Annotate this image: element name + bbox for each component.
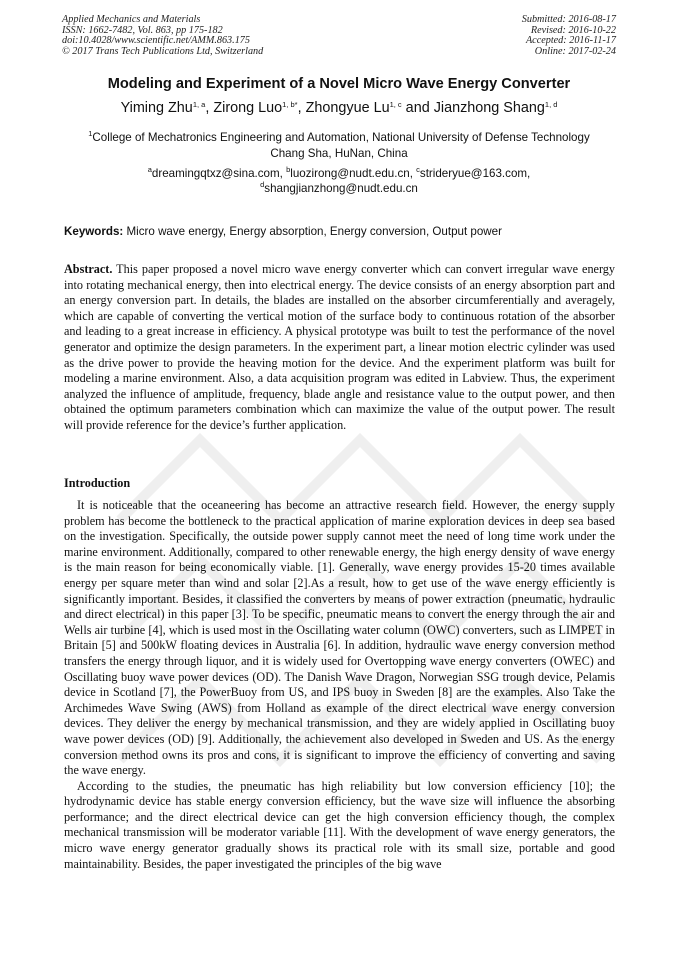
- journal-doi: doi:10.4028/www.scientific.net/AMM.863.175: [62, 35, 250, 47]
- affiliation-mark: 1: [88, 129, 93, 138]
- date-online: Online: 2017-02-24: [534, 45, 616, 57]
- date-revised: Revised: 2016-10-22: [530, 24, 616, 36]
- email-b: luozirong@nudt.edu.cn: [290, 167, 410, 180]
- journal-issn: ISSN: 1662-7482, Vol. 863, pp 175-182: [62, 24, 223, 36]
- journal-name: Applied Mechanics and Materials: [62, 14, 201, 25]
- author-affiliation-mark: 1, b*: [282, 100, 298, 109]
- keywords-label: Keywords:: [64, 225, 124, 238]
- author-affiliation-mark: 1, c: [389, 100, 402, 109]
- keywords: [64, 225, 624, 238]
- paragraph: According to the studies, the pneumatic has high reliability but low conversion efficiency [10]; the hydrodynamic device has stable energy conversion efficiency, but the wave size will influence the absorbing performance; and the direct electrical device can get the high conversion efficiency though, the complex mechanical transmission will be moderator variable [11]. With the development of wave energy generators, the micro wave energy generator gradually shows its practical role with its small size, portable and good maintainability. Besides, the paper investigated the principles of the big wave: [64, 778, 615, 871]
- email-mark: d: [260, 179, 265, 189]
- journal-info: [62, 15, 263, 57]
- author-name: Zirong Luo: [213, 100, 283, 116]
- author-separator: and: [401, 100, 434, 116]
- affiliation-institution: College of Mechatronics Engineering and Automation, National University of Defense Technology: [92, 131, 590, 144]
- author-affiliation-mark: 1, a: [192, 100, 206, 109]
- affiliation-location: Chang Sha, HuNan, China: [270, 146, 408, 160]
- author-emails: $^a$dreamingqtxz@sina.com, $^b$luozirong@nudt.edu.cn, $^c$strideryue@163.com, $^d$shangjianzhong@nudt.edu.cn: [147, 165, 531, 195]
- email-c: strideryue@163.com: [419, 167, 528, 180]
- author-separator: ,: [297, 100, 306, 116]
- date-accepted: Accepted: 2016-11-17: [525, 35, 616, 47]
- section-heading-introduction: Introduction: [64, 476, 131, 490]
- keywords-text: Micro wave energy, Energy absorption, Energy conversion, Output power: [123, 225, 502, 238]
- author-list: [0, 100, 678, 116]
- paragraph: It is noticeable that the oceaneering has become an attractive research field. However, the energy supply problem has become the bottleneck to the practical application of marine exploration devices in deep sea based on the investigation. Specifically, the outside power supply cannot meet the need of long time work under the marine environment. Additionally, compared to other renewable energy, the high energy density of wave energy is the main reason for being economically viable. [1]. Generally, wave energy provides 15-20 times available energy per square meter than wind and solar [2].As a result, how to get use of the wave energy efficiently is significantly important. Besides, it classified the converters by means of power extraction (pneumatic, hydraulic and direct electrical) in this paper [3]. To be specific, pneumatic means to convert the energy through the air and Wells air turbine [4], which is used most in the Oscillating water column (OWC) converters, such as LIMPET in Britain [5] and 500kW floating devices in Australia [6]. In addition, hydraulic wave energy conversion method transfers the energy through liquor, and it is widely used for Overtopping wave energy converters (OWEC) and Oscillating buoy wave power devices (OD). The Danish Wave Dragon, Norwegian SSG trough device, Pelamis device in Scotland [7], the PowerBuoy from US, and IPS buoy in Sweden [8] are the examples. Also Take the Archimedes Wave Swing (AWS) from Holland as example of the direct electrical wave energy conversion devices. They deliver the energy by mechanical transmission, and they are widely applied in Oscillating buoy wave power devices (OD) [9]. Additionally, the achievement also developed in Sweden and US. As the energy conversion method owns its pros and cons, it is significant to improve the efficiency of converting and saving the wave energy.: [64, 498, 615, 778]
- abstract: [64, 262, 615, 434]
- paper-title: Modeling and Experiment of a Novel Micro Wave Energy Converter: [107, 76, 571, 92]
- email-mark: c: [416, 165, 420, 174]
- email-d: shangjianzhong@nudt.edu.cn: [264, 181, 418, 195]
- email-mark: a: [147, 165, 152, 174]
- date-submitted: Submitted: 2016-08-17: [521, 14, 616, 25]
- author-name: Yiming Zhu: [120, 100, 193, 116]
- email-mark: b: [286, 165, 291, 174]
- abstract-text: This paper proposed a novel micro wave energy converter which can convert irregular wave energy into rotating mechanical energy, then into electrical energy. The device consists of an energy absorption part and an energy conversion part. In details, the blades are installed on the absorber circumferentially and averagely, which are capable of converting the vertical motion of the surface body to continuous rotation of the absorber and leading to a great increase in efficiency. A physical prototype was built to test the performance of the novel generator and optimize the design parameters. In the experiment part, a linear motion electric cylinder was used as the drive power to provide the heaving motion for the device. And the experiment platform was built for modeling a marine environment. Also, a data acquisition program was edited in Labview. Thus, the experiment analyzed the influence of amplitude, frequency, blade angle and resistance value to the output power, and then obtained the optimum parameters combination which can maximize the value of the output power. The result will provide reference for the device’s further application.: [64, 262, 615, 432]
- publication-dates: [522, 15, 616, 57]
- author-affiliation-mark: 1, d: [544, 100, 558, 109]
- email-a: dreamingqtxz@sina.com: [151, 167, 280, 180]
- author-separator: ,: [205, 100, 214, 116]
- author-name: Jianzhong Shang: [433, 100, 545, 116]
- author-name: Zhongyue Lu: [305, 100, 390, 116]
- journal-copyright: © 2017 Trans Tech Publications Ltd, Switzerland: [62, 45, 264, 57]
- affiliation: [0, 130, 678, 161]
- abstract-label: Abstract.: [64, 262, 113, 276]
- introduction-body: [64, 498, 615, 872]
